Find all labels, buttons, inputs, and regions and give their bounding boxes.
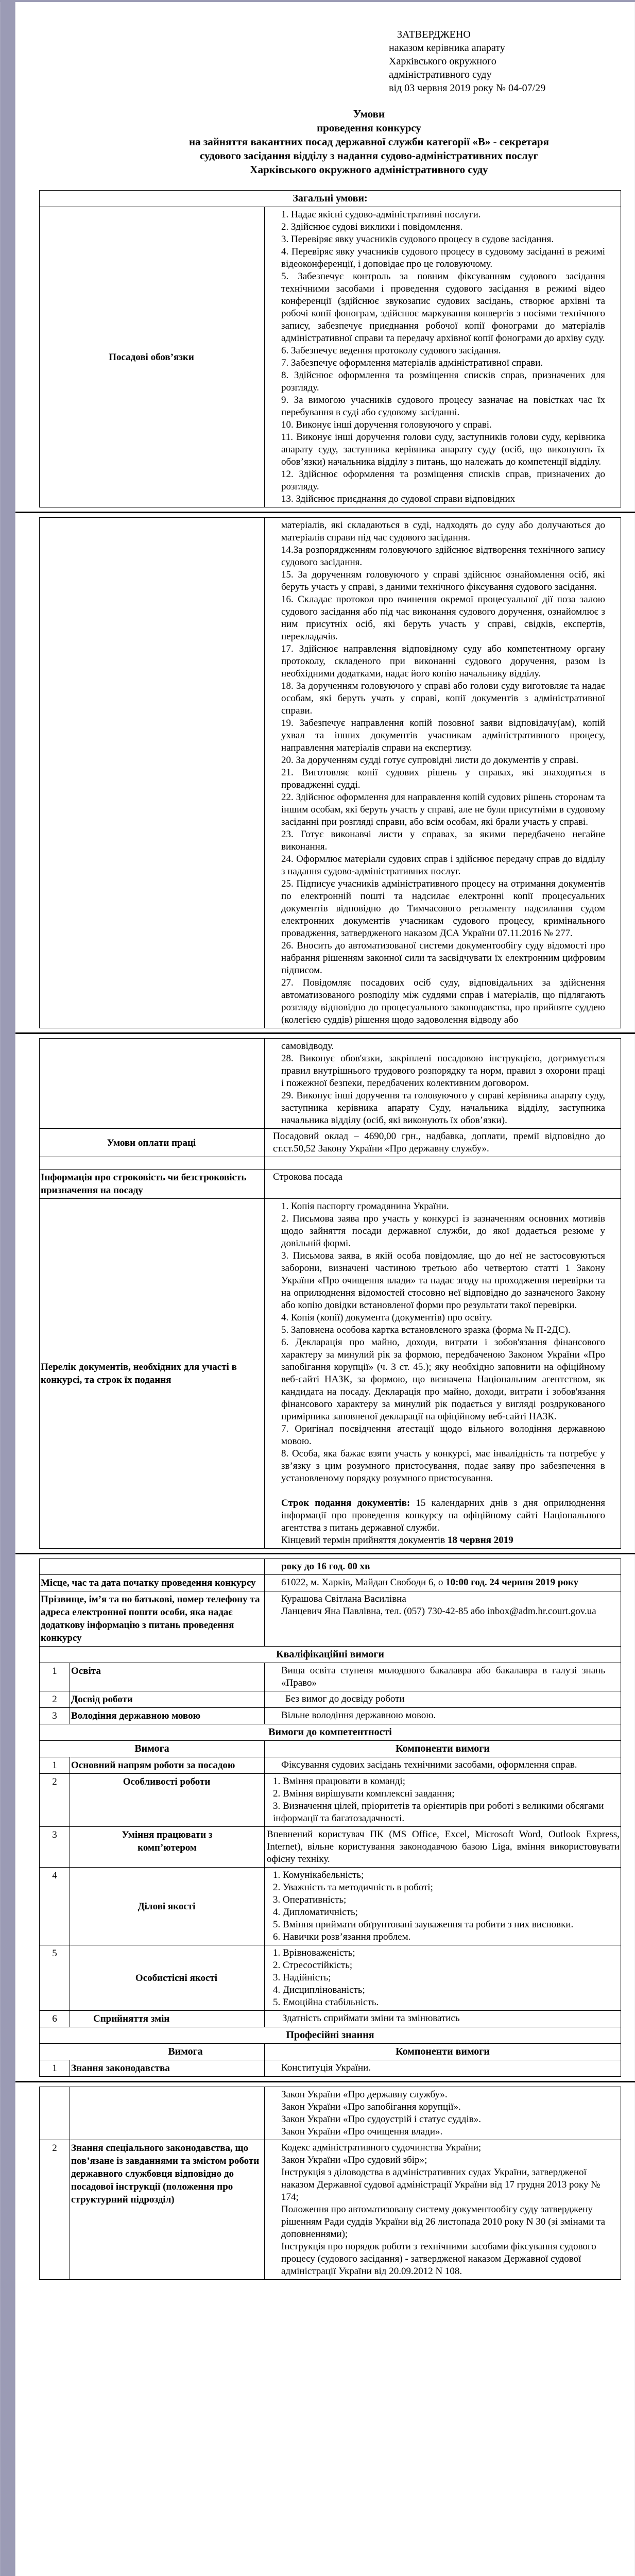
empty-cell: [40, 1559, 265, 1575]
list-item: 17. Здійснює направлення відповідному суду або компетентному органу протоколу, складеного при виконанні судового доручення, разом із необхідними додатками, надає його копію начальнику відділу.: [281, 643, 605, 679]
list-item: 23. Готує виконавчі листи у справах, за якими передбачено негайне виконання.: [281, 829, 605, 852]
list-item: 2. Стресостійкість;: [273, 1960, 353, 1971]
professional-components: [265, 2140, 621, 2280]
list-item: 8. Особа, яка бажає взяти участь у конкурсі, має інвалідність та потребує у зв’язку з цим розумного пристосування, подає заяву про забезпечення в установленому порядку розумного пристосування.: [281, 1448, 605, 1484]
place-datetime: 10:00 год. 24 червня 2019 року: [445, 1577, 579, 1588]
list-item: 19. Забезпечує направлення копій позовної заяви відповідачу(ам), копій ухвал та інших документів учасникам адміністративного процесу, направлення матеріалів справи на експертизу.: [281, 718, 605, 753]
list-item: 25. Підписує учасників адміністративного процесу на отримання документів по електронній пошті та надсилає електронні копії процесуальних документів відповідно до Тимчасового регламенту надсилання судом електронних документів учасникам судового процесу, кримінального провадження, затвердженого наказом ДСА України 07.11.2016 № 277.: [281, 878, 605, 939]
place-label: Місце, час та дата початку проведення конкурсу: [40, 1575, 265, 1591]
row-number: 6: [40, 2011, 70, 2027]
column-header-requirement: Вимога: [40, 1741, 265, 1757]
row-number: 2: [40, 2140, 70, 2280]
competence-components: [265, 1757, 621, 1774]
list-item: 10. Виконує інші доручення головуючого у справі.: [281, 419, 492, 430]
list-item: Закон України «Про очищення влади».: [281, 2126, 443, 2137]
conditions-table-page-1: [39, 190, 621, 507]
page-break: [15, 2081, 635, 2082]
competence-components: [265, 1774, 621, 1827]
row-number: 2: [40, 1774, 70, 1827]
final-deadline-time-cell: [265, 1559, 621, 1575]
duties-label-cell-empty: [40, 1039, 265, 1129]
conditions-table-page-4: [39, 1558, 621, 2077]
salary-value: [265, 1129, 621, 1157]
qualification-label: Володіння державною мовою: [70, 1708, 265, 1724]
document-title: [103, 107, 635, 177]
approval-title: ЗАТВЕРДЖЕНО: [397, 29, 471, 40]
list-item: 6. Декларація про майно, доходи, витрати і зобов'язання фінансового характеру за минулий рік за формою, передбаченою Законом України «Про запобігання корупції» (ч. 3 ст. 45.); яку необхідно заповнити на офіційному веб-сайті НАЗК, за формою, що визначена Національним агентством, як кандидата на посаду. Декларація про майно, доходи, витрати і зобов'язання фінансового характеру за минулий рік подається у вигляді роздрукованого примірника заповненої декларації на офіційному веб-сайті НАЗК.: [281, 1337, 605, 1422]
page-break: [15, 1032, 635, 1034]
list-item: 3. Надійність;: [273, 1972, 331, 1983]
row-number: 4: [40, 1868, 70, 1945]
list-item: 28. Виконує обов'язки, закріплені посадовою інструкцією, дотримується правил внутрішнього трудового розпорядку та норм, правил з охорони праці і пожежної безпеки, передбачених колективним договором.: [281, 1053, 605, 1089]
list-item: 3. Визначення цілей, пріоритетів та орієнтирів при роботі з великими обсягами інформації та багатозадачності.: [273, 1801, 604, 1824]
list-item: 2. Здійснює судові виклики і повідомлення.: [281, 222, 463, 232]
experience-text: Без вимог до досвіду роботи: [285, 1693, 405, 1704]
conditions-table-page-2: [39, 517, 621, 1028]
list-item: 3. Оперативність;: [273, 1894, 347, 1905]
general-conditions-heading: Загальні умови:: [40, 191, 621, 207]
list-item: самовідводу.: [281, 1041, 334, 1052]
list-item: Впевнений користувач ПК (MS Office, Excel, Microsoft Word, Outlook Express, Internet), вільне користування законодавчою базою Liga, вміння використовувати офісну техніку.: [267, 1829, 620, 1865]
empty-cell: [70, 2087, 265, 2140]
list-item: 29. Виконує інші доручення та головуючого у справі керівника апарату суду, заступника керівника апарату Суду, начальника відділу, заступника начальника відділу (осіб, які виконують їх обов’язки).: [281, 1090, 605, 1126]
contact-value: [265, 1591, 621, 1647]
list-item: 5. Емоційна стабільність.: [273, 1997, 379, 2008]
qualification-heading: Кваліфікаційні вимоги: [40, 1647, 621, 1663]
row-number: 1: [40, 1757, 70, 1774]
list-item: 9. За вимогою учасників судового процесу зазначає на повістках час їх перебування в суді або судовому засіданні.: [281, 395, 606, 418]
list-item: Закон України «Про судоустрій і статус суддів».: [281, 2114, 482, 2125]
conditions-table-page-5: [39, 2087, 621, 2280]
competence-label: Особистісні якості: [70, 1945, 265, 2011]
competence-label: Уміння працювати з комп’ютером: [70, 1827, 265, 1868]
list-item: 4. Дисциплінованість;: [273, 1985, 365, 1995]
list-item: 4. Дипломатичність;: [273, 1907, 358, 1918]
list-item: 27. Повідомляє посадових осіб суду, відповідальних за здійснення автоматизованого розподілу між суддями справ і матеріалів, що підлягають розгляду відповідно до процесуального законодавства, про прийняте суддею (колегією суддів) рішення щодо задоволення відводу або: [281, 977, 605, 1025]
competence-components: [265, 1827, 621, 1868]
page-break: [15, 1553, 635, 1554]
list-item: Фіксування судових засідань технічними засобами, оформлення справ.: [281, 1759, 577, 1770]
deadline-text: 15 календарних днів з дня оприлюднення інформації про проведення конкурсу на офіційному сайті Національного агентства з питань державної служби.: [281, 1498, 606, 1533]
contact-label: Прізвище, ім’я та по батькові, номер телефону та адреса електронної пошти особи, яка надає додаткову інформацію з питань проведення конкурсу: [40, 1591, 265, 1647]
list-item: Положення про автоматизовану систему документообігу суду затверджену рішенням Ради суддів України від 26 листопада 2010 року N 30 (зі змінами та доповненнями);: [281, 2204, 606, 2240]
list-item: Курашова Світлана Василівна: [281, 1594, 406, 1604]
deadline-label: Строк подання документів:: [281, 1498, 410, 1509]
approval-line: адміністративного суду: [389, 69, 492, 80]
page-break: [15, 512, 635, 513]
list-item: 1. Вміння працювати в команді;: [273, 1776, 405, 1787]
row-number: 3: [40, 1708, 70, 1724]
professional-components: [265, 2060, 621, 2077]
list-item: 2. Уважність та методичність в роботі;: [273, 1882, 433, 1893]
row-number: 1: [40, 2060, 70, 2077]
list-item: 26. Вносить до автоматизованої системи документообігу суду відомості про набрання рішенням законної сили та засвідчувати їх електронним цифровим підписом.: [281, 940, 605, 976]
list-item: 7. Оригінал посвідчення атестації щодо вільного володіння державною мовою.: [281, 1423, 605, 1447]
list-item: 2. Вміння вирішувати комплексні завдання;: [273, 1788, 455, 1799]
qualification-label: Досвід роботи: [70, 1691, 265, 1708]
salary-text: Посадовий оклад – 4690,00 грн., надбавка, доплати, премії відповідно до ст.ст.50,52 Закону України «Про державну службу».: [273, 1131, 605, 1154]
column-header-components: Компоненти вимоги: [265, 1741, 621, 1757]
professional-heading: Професійні знання: [40, 2027, 621, 2044]
duties-list-continued: [265, 518, 621, 1028]
list-item: 14.За розпорядженням головуючого здійснює відтворення технічного запису судового засідання.: [281, 545, 605, 568]
final-deadline-time: року до 16 год. 00 хв: [281, 1561, 370, 1572]
approval-stamp: [389, 2, 635, 95]
professional-label: Знання спеціального законодавства, що пов’язане із завданнями та змістом роботи державного службовця відповідно до посадової інструкції (положення про структурний підрозділ): [70, 2140, 265, 2280]
list-item: матеріалів, які складаються в суді, надходять до суду або долучаються до матеріалів справи під час судового засідання.: [281, 520, 605, 543]
empty-cell: [265, 1157, 621, 1170]
duties-label-cell-empty: [40, 518, 265, 1028]
list-item: Конституція України.: [281, 2062, 371, 2073]
list-item: Інструкція з діловодства в адміністративних судах України, затвердженої наказом Державної судової адміністрації України від 17 грудня 2013 року № 174;: [281, 2167, 600, 2202]
row-number: 2: [40, 1691, 70, 1708]
qualification-value: [265, 1708, 621, 1724]
list-item: 20. За дорученням судді готує супровідні листи до документів у справі.: [281, 755, 579, 766]
term-value: [265, 1170, 621, 1199]
list-item: 8. Здійснює оформлення та розміщення списків справ, призначених для розгляду.: [281, 370, 606, 393]
approval-line: наказом керівника апарату: [389, 42, 505, 54]
place-address: 61022, м. Харків, Майдан Свободи 6, о: [281, 1577, 446, 1588]
column-header-components: Компоненти вимоги: [265, 2044, 621, 2060]
list-item: 12. Здійснює оформлення та розміщення списків справ, призначених до розгляду.: [281, 469, 606, 492]
qualification-value: [265, 1663, 621, 1691]
final-deadline-date: 18 червня 2019: [448, 1535, 513, 1546]
professional-label: Знання законодавства: [70, 2060, 265, 2077]
language-text: Вільне володіння державною мовою.: [281, 1710, 436, 1721]
approval-line: Харківського окружного: [389, 56, 496, 67]
qualification-value: [265, 1691, 621, 1708]
list-item: 7. Забезпечує оформлення матеріалів адміністративної справи.: [281, 358, 543, 368]
list-item: 1. Копія паспорту громадянина України.: [281, 1201, 449, 1212]
competence-components: [265, 1945, 621, 2011]
list-item: Закон України «Про державну службу».: [281, 2089, 448, 2100]
list-item: 1. Комунікабельність;: [273, 1870, 364, 1880]
list-item: Здатність сприймати зміни та змінюватись: [282, 2013, 460, 2024]
title-line: проведення конкурсу: [317, 122, 421, 134]
list-item: 4. Перевіряє явку учасників судового процесу в судовому засіданні в режимі відеоконференції, і доповідає про це головуючому.: [281, 246, 606, 269]
documents-label: Перелік документів, необхідних для участі в конкурсі, та строк їх подання: [40, 1199, 265, 1549]
term-text: Строкова посада: [273, 1172, 342, 1182]
list-item: 15. За дорученням головуючого у справі здійснює ознайомлення осіб, які беруть участь у справі, з даними технічного фіксування судового засідання.: [281, 569, 605, 592]
documents-cell: [265, 1199, 621, 1549]
title-line: судового засідання відділу з надання судово-адміністративних послуг: [200, 149, 538, 162]
competence-heading: Вимоги до компетентності: [40, 1724, 621, 1741]
place-value: [265, 1575, 621, 1591]
list-item: Кодекс адміністративного судочинства України;: [281, 2142, 482, 2153]
title-line: Харківського окружного адміністративного суду: [250, 163, 488, 176]
duties-label: Посадові обов’язки: [40, 207, 265, 507]
list-item: 5. Вміння приймати обґрунтовані зауваження та робити з них висновки.: [273, 1919, 574, 1930]
list-item: 11. Виконує інші доручення голови суду, заступників голови суду, керівника апарату суду, заступника керівника апарату суду (осіб, що виконують їх обов’язки) начальника відділу з питань, що належать до компетенції відділу.: [281, 432, 606, 467]
column-header-requirement: Вимога: [40, 2044, 265, 2060]
competence-label: Ділові якості: [70, 1868, 265, 1945]
list-item: 6. Навички розв’язання проблем.: [273, 1931, 411, 1942]
list-item: 5. Заповнена особова картка встановленого зразка (форма № П-2ДС).: [281, 1325, 571, 1335]
conditions-table-page-3: [39, 1038, 621, 1549]
list-item: Закон України «Про судовий збір»;: [281, 2155, 427, 2165]
list-item: 1. Надає якісні судово-адміністративні послуги.: [281, 209, 481, 220]
list-item: 18. За дорученням головуючого у справі або голови суду виготовляє та надає особам, які беруть учать у справі, копії документів з адміністративної справи.: [281, 681, 605, 716]
title-line: Умови: [353, 108, 385, 120]
list-item: 3. Письмова заява, в якій особа повідомляє, що до неї не застосовуються заборони, визначені частиною третьою або четвертою статті 1 Закону України «Про очищення влади» та надає згоду на проходження перевірки та на оприлюднення відомостей стосовно неї відповідно до зазначеного Закону або копію довідки встановленої форми про результати такої перевірки.: [281, 1250, 605, 1311]
salary-label: Умови оплати праці: [40, 1129, 265, 1157]
competence-label: Особливості роботи: [70, 1774, 265, 1827]
list-item: 2. Письмова заява про участь у конкурсі із зазначенням основних мотивів щодо зайняття посади державної служби, до якої додається резюме у довільній формі.: [281, 1213, 605, 1249]
competence-components: [265, 1868, 621, 1945]
list-item: 4. Копія (копії) документа (документів) про освіту.: [281, 1312, 492, 1323]
empty-cell: [40, 1157, 265, 1170]
term-label: Інформація про строковість чи безстроковість призначення на посаду: [40, 1170, 265, 1199]
list-item: Інструкція про порядок роботи з технічними засобами фіксування судового процесу (судового засідання) - затвердженої наказом Державної судової адміністрації України від 20.09.2012 N 108.: [281, 2241, 596, 2277]
documents-list: [281, 1200, 605, 1485]
list-item: 22. Здійснює оформлення для направлення копій судових рішень сторонам та іншим особам, які беруть участь у справі, але не були присутніми в судовому засіданні при розгляді справи, або всім особам, які брали участь у справі.: [281, 792, 605, 827]
approval-line: від 03 червня 2019 року № 04-07/29: [389, 82, 546, 94]
row-number: 5: [40, 1945, 70, 2011]
row-number: 1: [40, 1663, 70, 1691]
title-line: на зайняття вакантних посад державної служби категорії «В» - секретаря: [189, 135, 549, 148]
qualification-label: Освіта: [70, 1663, 265, 1691]
professional-components: [265, 2087, 621, 2140]
final-deadline-text: Кінцевий термін прийняття документів: [281, 1535, 448, 1546]
competence-components: [265, 2011, 621, 2027]
list-item: 5. Забезпечує контроль за повним фіксуванням судового засідання технічними засобами і проведення судового засідання в режимі відео конференції (здійснює звукозапис судових засідань, створює архівні та робочі копії фонограм, здійснює маркування конвертів з носіями технічного запису, забезпечує приєднання робочої копії фонограми до матеріалів адміністративної справи та передачу архівної копії фонограми до архіву суду.: [281, 271, 606, 344]
list-item: 3. Перевіряє явку учасників судового процесу в судове засідання.: [281, 234, 554, 245]
list-item: 21. Виготовляє копії судових рішень у справах, які знаходяться в провадженні судді.: [281, 767, 605, 790]
spacer: [281, 1485, 605, 1497]
list-item: 24. Оформлює матеріали судових справ і здійснює передачу справ до відділу з надання судово-адміністративних послуг.: [281, 854, 605, 877]
list-item: Закон України «Про запобігання корупції».: [281, 2102, 461, 2112]
list-item: 16. Складає протокол про вчинення окремої процесуальної дії поза залою судового засідання або під час виконання судового доручення, ознайомлює з ним присутніх осіб, які беруть участь у справі, свідків, експертів, перекладачів.: [281, 594, 605, 642]
competence-label: Основний напрям роботи за посадою: [70, 1757, 265, 1774]
row-number: 3: [40, 1827, 70, 1868]
list-item: Ланцевич Яна Павлівна, тел. (057) 730-42-85 або inbox@adm.hr.court.gov.ua: [281, 1606, 596, 1617]
list-item: 6. Забезпечує ведення протоколу судового засідання.: [281, 345, 501, 356]
duties-list-continued: [265, 1039, 621, 1129]
list-item: 13. Здійснює приєднання до судової справи відповідних: [281, 494, 516, 504]
competence-label: Сприйняття змін: [70, 2011, 265, 2027]
list-item: 1. Врівноваженість;: [273, 1947, 355, 1958]
duties-list: [265, 207, 621, 507]
education-text: Вища освіта ступеня молодшого бакалавра або бакалавра в галузі знань «Право»: [281, 1665, 605, 1688]
empty-cell: [40, 2087, 70, 2140]
